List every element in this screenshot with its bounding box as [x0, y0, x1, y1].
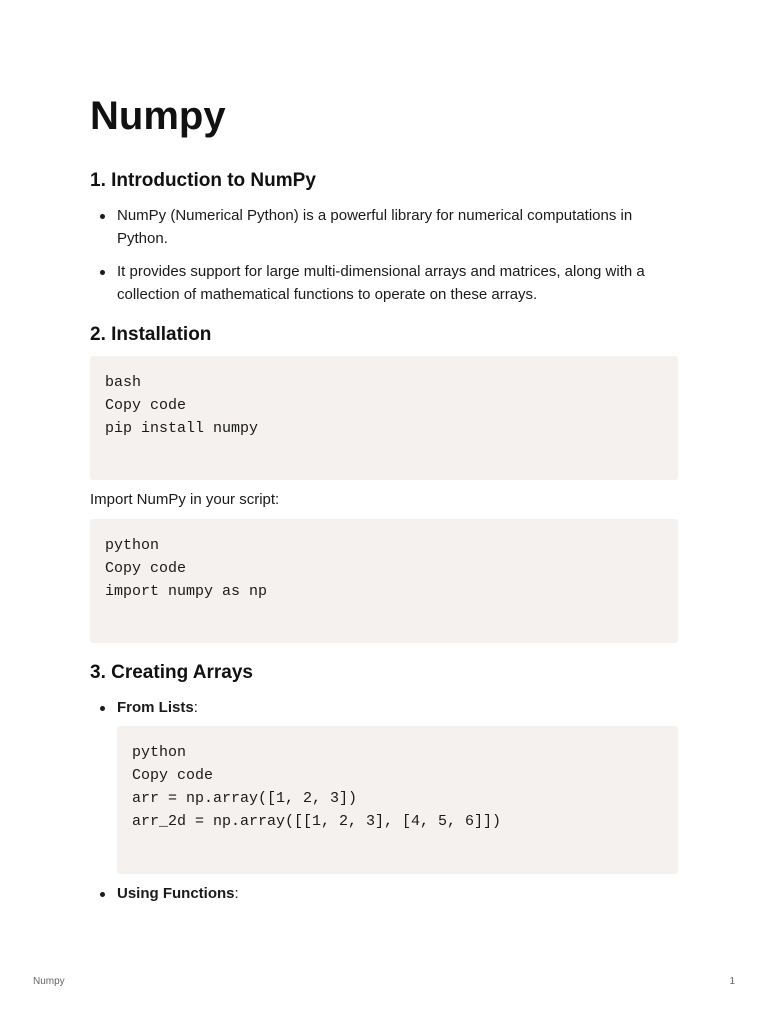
creating-bullet-list-functions [90, 882, 678, 905]
code-block-install [90, 356, 678, 480]
bullet-label-suffix: : [193, 699, 198, 716]
list-item [90, 696, 678, 719]
bullet-icon [100, 706, 105, 711]
code-line: arr = np.array([1, 2, 3]) [132, 790, 358, 807]
bullet-label-suffix: : [234, 885, 239, 902]
code-language-label: python [105, 537, 160, 554]
code-block-from-lists [117, 726, 678, 874]
copy-code-label[interactable]: Copy code [132, 767, 214, 784]
code-language-label: bash [105, 374, 142, 391]
list-item [90, 882, 678, 905]
copy-code-label[interactable]: Copy code [105, 397, 187, 414]
code-language-label: python [132, 744, 187, 761]
code-line: import numpy as np [105, 583, 268, 600]
section-heading-installation: 2. Installation [90, 324, 212, 345]
import-instruction-text: Import NumPy in your script: [90, 491, 280, 508]
creating-bullet-list-from-lists [90, 696, 678, 719]
bullet-icon [100, 214, 105, 219]
page-title: Numpy [90, 94, 226, 138]
bullet-icon [100, 270, 105, 275]
code-line: pip install numpy [105, 420, 259, 437]
bullet-label-using-functions: Using Functions [117, 885, 235, 902]
intro-bullet-list [90, 204, 678, 306]
list-item [90, 204, 678, 250]
list-item [90, 260, 678, 306]
code-line: arr_2d = np.array([[1, 2, 3], [4, 5, 6]]) [132, 813, 502, 830]
code-block-import [90, 519, 678, 643]
bullet-text: It provides support for large multi-dimensional arrays and matrices, along with a collection of mathematical functions to operate on these arrays. [117, 263, 645, 303]
section-heading-creating-arrays: 3. Creating Arrays [90, 662, 253, 683]
bullet-label-from-lists: From Lists [117, 699, 194, 716]
section-heading-introduction: 1. Introduction to NumPy [90, 170, 316, 191]
copy-code-label[interactable]: Copy code [105, 560, 187, 577]
footer-document-title: Numpy [33, 976, 65, 987]
footer-page-number: 1 [729, 976, 735, 987]
bullet-text: NumPy (Numerical Python) is a powerful library for numerical computations in Python. [117, 207, 633, 247]
bullet-icon [100, 892, 105, 897]
